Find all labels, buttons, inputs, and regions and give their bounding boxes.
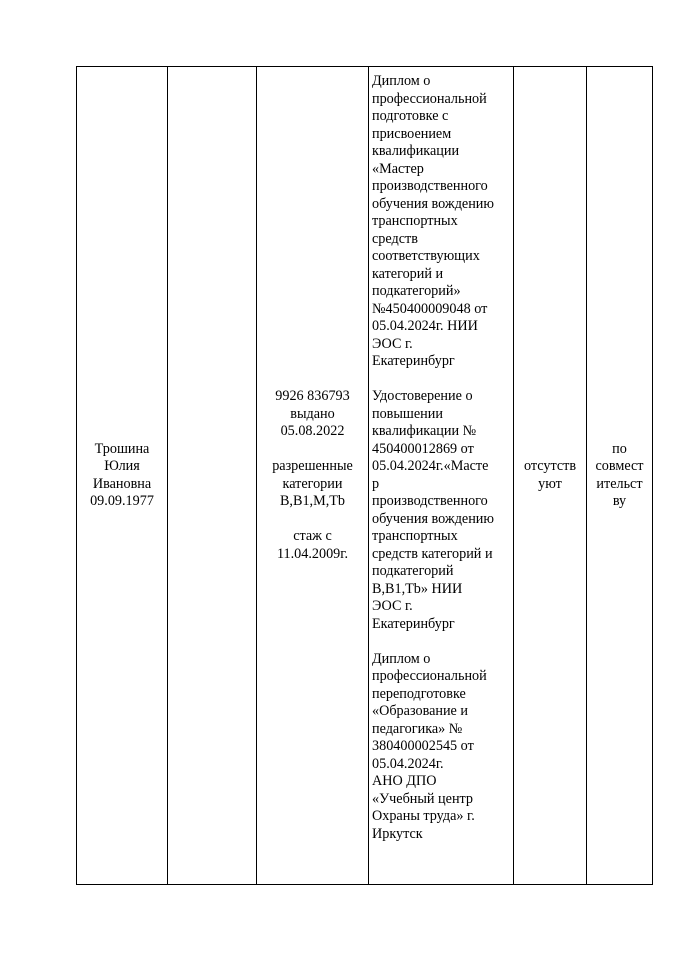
- diploma-training-line: 05.04.2024г. НИИ: [372, 318, 478, 334]
- diploma-training-line: присвоением: [372, 125, 452, 142]
- staff-table: [76, 66, 653, 885]
- certificate-line: повышении: [372, 405, 443, 422]
- diploma-retraining-line: 380400002545 от: [372, 738, 474, 754]
- diploma-training-line: производственного: [372, 178, 488, 194]
- diploma-retraining-line: Охраны труда» г.: [372, 808, 475, 824]
- diploma-retraining-paragraph: [372, 651, 510, 844]
- diploma-training-line: обучения вождению: [372, 195, 494, 212]
- diploma-retraining-line: «Учебный центр: [372, 790, 474, 807]
- certificate-line: подкатегорий: [372, 563, 454, 579]
- employment-line-4: ву: [612, 493, 627, 509]
- diploma-training-line: транспортных: [372, 213, 458, 229]
- diploma-training-paragraph: [372, 73, 510, 371]
- diploma-training-line: соответствующих: [372, 248, 480, 264]
- license-categories-value: B,B1,M,Tb: [279, 493, 346, 509]
- license-number: 9926 836793: [275, 388, 350, 404]
- diploma-retraining-line: Иркутск: [372, 825, 423, 842]
- license-cell: [257, 67, 369, 885]
- diploma-training-line: Диплом о: [372, 73, 431, 89]
- certificate-paragraph: [372, 388, 510, 633]
- diploma-retraining-line: профессиональной: [372, 668, 487, 684]
- absence-cell: [514, 67, 587, 885]
- employment-text: [587, 441, 652, 511]
- diploma-training-line: категорий и: [372, 265, 444, 282]
- name-line-first-name: Юлия: [104, 458, 140, 474]
- license-issued-date: 05.08.2022: [280, 423, 345, 439]
- full-name-cell: [77, 67, 168, 885]
- diploma-retraining-line: переподготовке: [372, 685, 466, 702]
- diploma-training-line: «Мастер: [372, 160, 424, 177]
- diploma-training-line: квалификации: [372, 143, 460, 159]
- certificate-line: квалификации №: [372, 423, 477, 439]
- certificate-line: средств категорий и: [372, 545, 493, 562]
- diploma-training-line: подкатегорий»: [372, 283, 461, 299]
- diploma-retraining-line: 05.04.2024г.: [372, 755, 444, 772]
- certificate-line: 05.04.2024г.«Масте: [372, 458, 489, 474]
- license-text: [257, 388, 368, 563]
- table-row: [77, 67, 653, 885]
- license-categories-label-1: разрешенные: [272, 458, 353, 474]
- certificate-line: обучения вождению: [372, 510, 494, 527]
- employment-line-2: совмест: [595, 458, 644, 474]
- absence-text: [514, 458, 586, 493]
- experience-label: стаж с: [293, 528, 332, 544]
- certificate-line: транспортных: [372, 528, 458, 544]
- absence-line-2: уют: [538, 475, 562, 492]
- certificate-line: B,B1,Tb» НИИ: [372, 580, 463, 597]
- license-issued-label: выдано: [290, 405, 335, 422]
- diploma-retraining-line: педагогика» №: [372, 720, 463, 737]
- certificate-line: Екатеринбург: [372, 615, 455, 632]
- absence-line-1: отсутств: [523, 458, 577, 474]
- empty-cell: [168, 67, 257, 885]
- employment-line-1: по: [612, 440, 627, 457]
- birth-date: 09.09.1977: [90, 493, 154, 509]
- employment-cell: [587, 67, 653, 885]
- diploma-retraining-line: АНО ДПО: [372, 773, 437, 789]
- diploma-training-line: №450400009048 от: [372, 300, 488, 317]
- employment-line-3: ительст: [596, 475, 643, 492]
- diploma-training-line: профессиональной: [372, 90, 487, 107]
- license-categories-label-2: категории: [282, 475, 343, 492]
- diploma-training-line: Екатеринбург: [372, 353, 455, 369]
- diploma-retraining-line: «Образование и: [372, 703, 468, 719]
- certificate-line: р: [372, 475, 380, 492]
- experience-date: 11.04.2009г.: [276, 545, 349, 562]
- name-line-surname: Трошина: [94, 440, 150, 457]
- certificate-line: производственного: [372, 493, 488, 509]
- name-line-patronymic: Ивановна: [92, 475, 152, 492]
- qualification-text: [372, 73, 510, 843]
- certificate-line: ЭОС г.: [372, 598, 413, 614]
- certificate-line: Удостоверение о: [372, 388, 473, 404]
- diploma-training-line: подготовке с: [372, 108, 449, 124]
- full-name-text: [77, 441, 167, 511]
- certificate-line: 450400012869 от: [372, 440, 474, 457]
- diploma-retraining-line: Диплом о: [372, 650, 431, 667]
- diploma-training-line: средств: [372, 230, 418, 247]
- diploma-training-line: ЭОС г.: [372, 335, 413, 352]
- qualification-cell: [369, 67, 514, 885]
